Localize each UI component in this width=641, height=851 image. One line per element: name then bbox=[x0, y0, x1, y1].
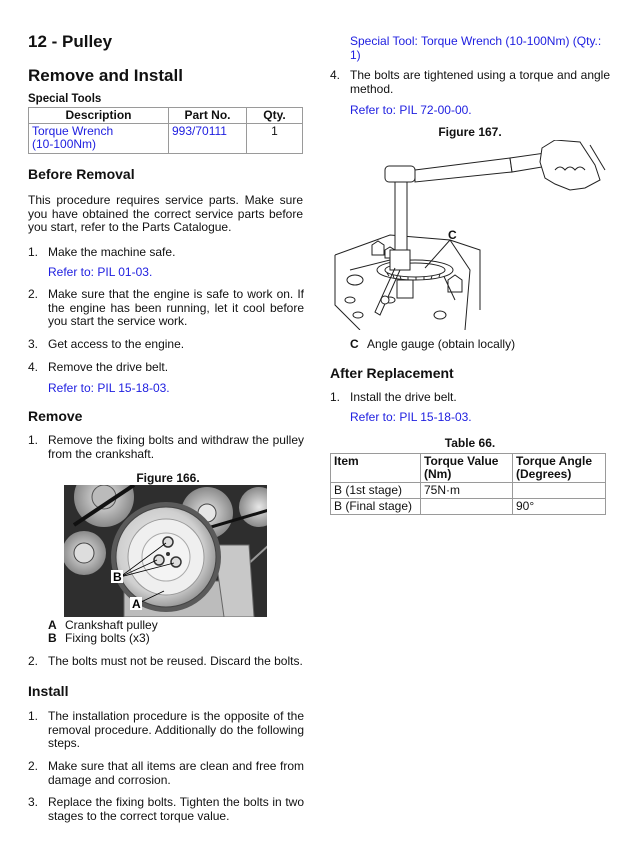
install-heading: Install bbox=[28, 683, 69, 699]
callout-c: C bbox=[448, 228, 457, 242]
chapter-title: 12 - Pulley bbox=[28, 32, 113, 51]
col-header-description: Description bbox=[29, 108, 169, 124]
torque-table bbox=[330, 453, 606, 515]
legend-item-b: B Fixing bolts (x3) bbox=[48, 630, 150, 645]
special-tools-table bbox=[28, 107, 303, 154]
cell-item: B (1st stage) bbox=[331, 483, 421, 499]
table-66-caption: Table 66. bbox=[444, 436, 496, 450]
before-removal-step-2: 2. Make sure that the engine is safe to work on. If the engine has been running, let it cool before you start the service work. bbox=[28, 287, 304, 328]
after-replacement-step-1: 1. Install the drive belt. bbox=[330, 390, 457, 404]
cell-item: B (Final stage) bbox=[331, 499, 421, 515]
ref-link-pil-15-18-03[interactable]: Refer to: PIL 15-18-03. bbox=[48, 381, 170, 395]
tool-qty: 1 bbox=[247, 124, 303, 154]
install-step-1: 1. The installation procedure is the opposite of the removal procedure. Additionally do the following steps. bbox=[28, 709, 304, 750]
legend-item-c: C Angle gauge (obtain locally) bbox=[350, 337, 516, 351]
cell-torque-angle bbox=[513, 483, 606, 499]
cell-torque-value: 75N·m bbox=[421, 483, 513, 499]
col-header-part-no: Part No. bbox=[169, 108, 247, 124]
col-header-qty: Qty. bbox=[247, 108, 303, 124]
install-step-2: 2. Make sure that all items are clean and free from damage and corrosion. bbox=[28, 759, 304, 787]
before-removal-step-1: 1. Make the machine safe. bbox=[28, 245, 176, 259]
install-step-4: 4. The bolts are tightened using a torque and angle method. bbox=[330, 68, 610, 96]
before-removal-step-4: 4. Remove the drive belt. bbox=[28, 360, 169, 374]
col-header-torque-angle: Torque Angle (Degrees) bbox=[513, 454, 606, 483]
section-title: Remove and Install bbox=[28, 66, 183, 85]
remove-step-2: 2. The bolts must not be reused. Discard the bolts. bbox=[28, 654, 303, 668]
figure-167-image bbox=[330, 140, 610, 330]
install-step-3: 3. Replace the fixing bolts. Tighten the bolts in two stages to the correct torque value. bbox=[28, 795, 304, 823]
col-header-item: Item bbox=[331, 454, 421, 483]
before-removal-step-3: 3. Get access to the engine. bbox=[28, 337, 185, 351]
remove-step-1: 1. Remove the fixing bolts and withdraw the pulley from the crankshaft. bbox=[28, 433, 304, 461]
before-removal-intro: This procedure requires service parts. Make sure you have obtained the correct service parts before you start, refer to the Parts Catalogue. bbox=[28, 193, 303, 234]
tool-description-link[interactable]: Torque Wrench (10-100Nm) bbox=[29, 124, 169, 154]
before-removal-heading: Before Removal bbox=[28, 166, 135, 182]
figure-166-caption: Figure 166. bbox=[136, 471, 200, 485]
callout-b: B bbox=[113, 570, 122, 584]
table-row bbox=[331, 483, 606, 499]
figure-166-legend bbox=[48, 619, 158, 644]
figure-167-legend bbox=[350, 338, 515, 351]
ref-link-pil-72-00-00[interactable]: Refer to: PIL 72-00-00. bbox=[350, 103, 472, 117]
cell-torque-angle: 90° bbox=[513, 499, 606, 515]
torque-wrench-illustration bbox=[330, 140, 610, 330]
figure-167-caption: Figure 167. bbox=[438, 125, 502, 139]
after-replacement-heading: After Replacement bbox=[330, 365, 454, 381]
special-tool-link[interactable]: Special Tool: Torque Wrench (10-100Nm) (Qty.: 1) bbox=[350, 34, 602, 62]
ref-link-pil-15-18-03-after[interactable]: Refer to: PIL 15-18-03. bbox=[350, 410, 472, 424]
ref-link-pil-01-03[interactable]: Refer to: PIL 01-03. bbox=[48, 265, 153, 279]
special-tools-heading: Special Tools bbox=[28, 93, 102, 105]
tool-part-no[interactable]: 993/70111 bbox=[169, 124, 247, 154]
table-row bbox=[29, 124, 303, 154]
crankshaft-pulley-illustration bbox=[64, 485, 267, 617]
cell-torque-value bbox=[421, 499, 513, 515]
figure-166-image bbox=[64, 485, 267, 617]
legend-item-a: A Crankshaft pulley bbox=[48, 618, 158, 632]
table-row bbox=[331, 499, 606, 515]
callout-a: A bbox=[132, 597, 141, 611]
col-header-torque-value: Torque Value (Nm) bbox=[421, 454, 513, 483]
remove-heading: Remove bbox=[28, 408, 83, 424]
